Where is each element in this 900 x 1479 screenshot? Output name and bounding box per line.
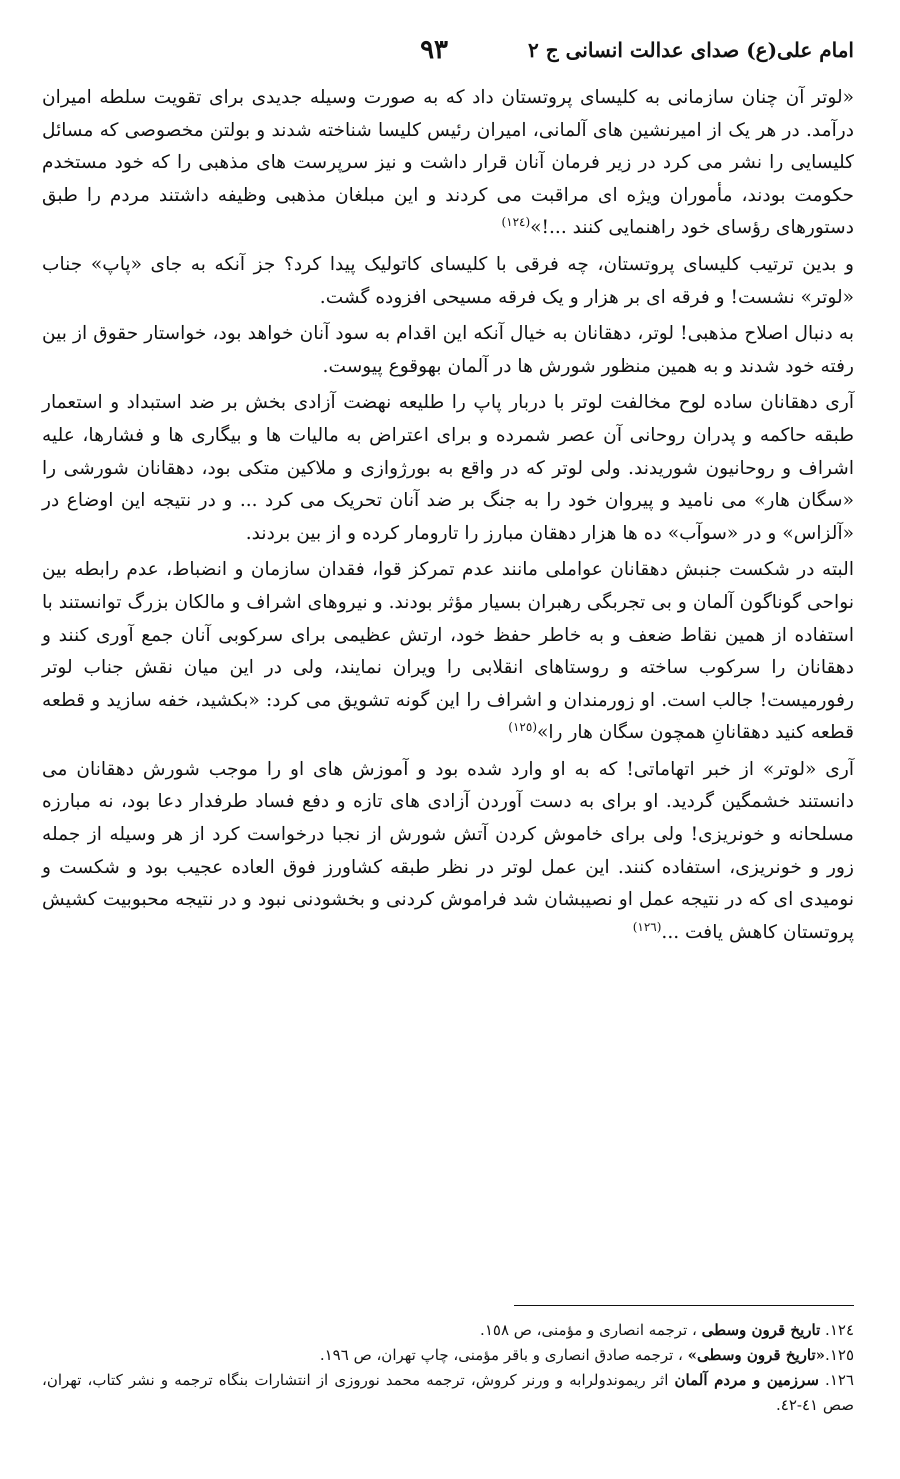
- paragraph: البته در شکست جنبش دهقانان عواملی مانند عدم تمرکز قوا، فقدان سازمان و انضباط، عدم رابطه بین نواحی گوناگون آلمان و بی تجربگی رهبران بسیار مؤثر بودند. و نیروهای اشراف و مالکان بزرگ توانستند با استفاده از همین نقاط ضعف و به خاطر حفظ خود، ارتش عظیمی برای سرکوبی آنان جمع آوری کنند و دهقانان را سرکوب ساخته و روستاهای انقلابی را ویران نمایند، ولی در این میان نقش جناب لوتر رفورمیست! جالب است. او زورمندان و اشراف را این گونه تشویق می کرد: «بکشید، خفه سازید و قطعه قطعه کنید دهقانانِ همچون سگان هار را»$^{(۱۲٥)}$: [42, 559, 854, 744]
- body-text: [42, 82, 854, 949]
- paragraph: و بدین ترتیب کلیسای پروتستان، چه فرقی با کلیسای کاتولیک پیدا کرد؟ جز آنکه به جای «پاپ» جناب «لوتر» نشست! و فرقه ای بر هزار و یک فرقه مسیحی افزوده گشت.: [42, 253, 854, 308]
- footnote-source-title: «تاریخ قرون وسطی»: [687, 1346, 826, 1364]
- paragraph: به دنبال اصلاح مذهبی! لوتر، دهقانان به خیال آنکه این اقدام به سود آنان خواهد بود، خواستار حقوق از بین رفته خود شدند و به همین منظور شورش ها در آلمان بهوقوع پیوست.: [42, 323, 854, 377]
- footnote-divider: [514, 1305, 854, 1306]
- page-header: [42, 30, 854, 70]
- paragraph: آری دهقانان ساده لوح مخالفت لوتر با دربار پاپ را طلیعه نهضت آزادی بخش بر ضد استبداد و استعمار طبقه حاکمه و پدران روحانی آن عصر شمرده و برای اعتراض به مالیات ها و بیگاری ها و فشارها، علیه اشراف و روحانیون شوریدند. ولی لوتر که در واقع به بورژوازی و ملاکین متکی بود، دهقانان شورشی را «سگان هار» می نامید و پیروان خود را به جنگ بر ضد آنان تحریک می کرد ... و در نتیجه این اوضاع در «آلزاس» و در «سوآب» ده ها هزار دهقان مبارز را تارومار کرده و از بین بردند.: [42, 392, 854, 544]
- footnote: ۱۲٤. تاریخ قرون وسطی ، ترجمه انصاری و مؤمنی، ص ۱٥۸.: [480, 1321, 854, 1339]
- paragraph: «لوتر آن چنان سازمانی به کلیسای پروتستان داد که به صورت وسیله جدیدی برای تقویت سلطه امیران درآمد. در هر یک از امیرنشین های آلمانی، امیران رئیس کلیسا شناخته شدند و بولتن مخصوصی که مسائل کلیسایی را نشر می کرد در زیر فرمان آنان قرار داشت و نیز سرپرست های مذهبی را که خود مستخدم حکومت بودند، مأموران ویژه ای مراقبت می کردند و این مبلغان مذهبی وظیفه داشتند مردم را طبق دستورهای رؤسای خود راهنمایی کنند ...!»$^{(۱۲٤)}$: [42, 87, 854, 239]
- paragraph: آری «لوتر» از خبر اتهاماتی! که به او وارد شده بود و آموزش های او را موجب شورش دهقانان می دانستند خشمگین گردید. او برای به دست آوردن آزادی های تازه و دفع فساد طرفدار دعا بود، نه مبارزه مسلحانه و خونریزی! ولی برای خاموش کردن آتش شورش از نجبا درخواست کرد از هر وسیله از جمله زور و خونریزی، استفاده کنند. این عمل لوتر در نظر طبقه کشاورز فوق العاده عجیب بود و شکست و نومیدی ای که در نتیجه عمل او نصیبشان شد فراموش کردنی و بخشودنی نبود و در نتیجه محبوبیت کشیش پروتستان کاهش یافت ...$^{(۱۲٦)}$: [42, 758, 854, 943]
- footnote-ref[interactable]: (۱۲٦): [632, 919, 662, 934]
- page-number: ۹۳: [420, 35, 449, 65]
- footnote: ۱۲٦. سرزمین و مردم آلمان اثر ریموندولرابه و ورنر کروش، ترجمه محمد نوروزی از انتشارات بنگاه ترجمه و نشر کتاب، تهران، صص ٤۱-٤۲.: [42, 1371, 854, 1414]
- footnote-ref[interactable]: (۱۲٤): [501, 215, 531, 230]
- footnote-source-title: تاریخ قرون وسطی: [701, 1321, 821, 1339]
- footnote: ۱۲٥.«تاریخ قرون وسطی» ، ترجمه صادق انصاری و باقر مؤمنی، چاپ تهران، ص ۱۹٦.: [319, 1346, 854, 1364]
- footnote-source-title: سرزمین و مردم آلمان: [674, 1371, 819, 1389]
- footnote-ref[interactable]: (۱۲٥): [508, 720, 538, 735]
- footnotes: [42, 1318, 854, 1418]
- running-title: امام علی(ع) صدای عدالت انسانی ج ۲: [528, 38, 854, 62]
